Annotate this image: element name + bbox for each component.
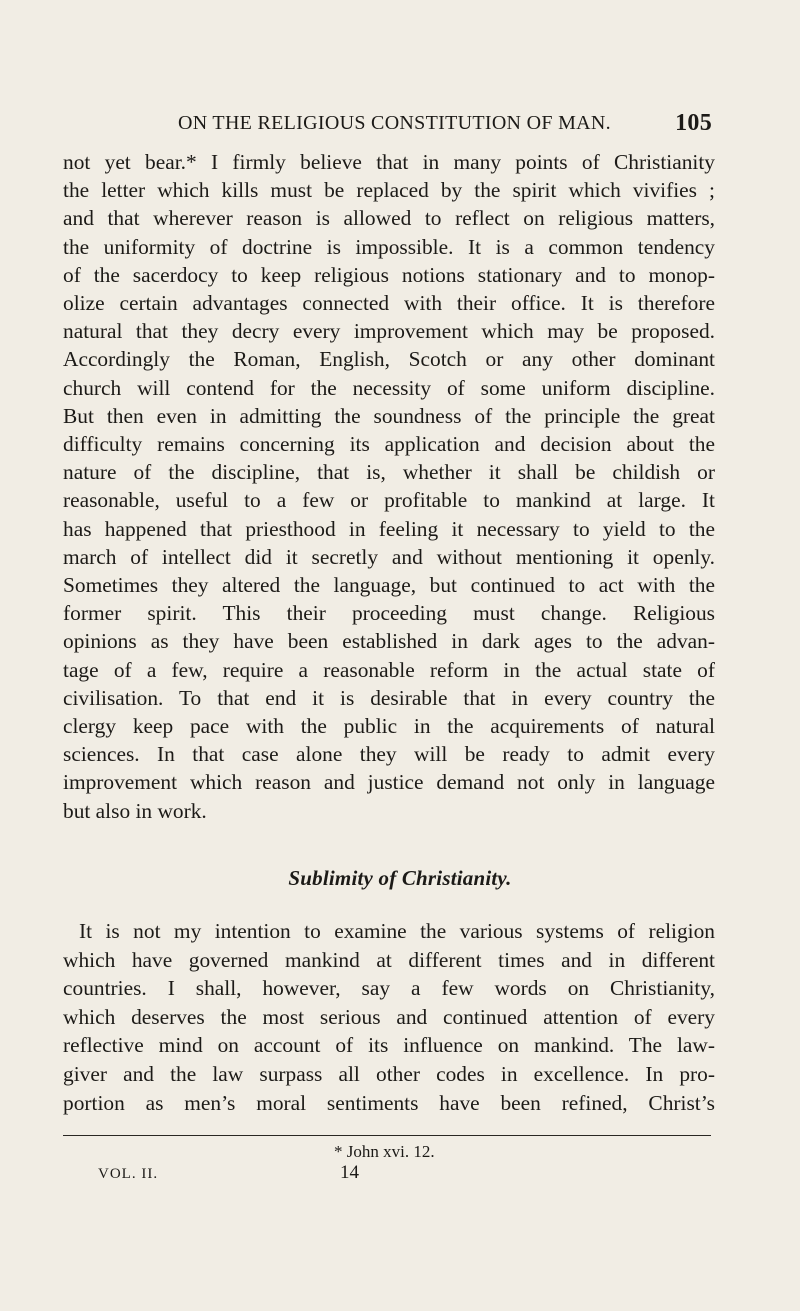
text-line: the letter which kills must be replaced by the spirit which vivifies ; — [63, 178, 715, 203]
text-line: improvement which reason and justice demand not only in language — [63, 770, 715, 795]
text-line: reasonable, useful to a few or profitable to mankind at large. It — [63, 488, 715, 513]
text-line: Sometimes they altered the language, but continued to act with the — [63, 573, 715, 598]
section-heading: Sublimity of Christianity. — [288, 866, 512, 890]
text-line: giver and the law surpass all other codes in excellence. In pro- — [63, 1061, 715, 1086]
signature-mark: 14 — [340, 1162, 359, 1183]
page-header — [178, 112, 712, 136]
text-line: which have governed mankind at different times and in different — [63, 947, 715, 972]
text-line: civilisation. To that end it is desirable that in every country the — [63, 685, 715, 710]
text-line: nature of the discipline, that is, whether it shall be childish or — [63, 460, 715, 485]
footnote-divider — [63, 1135, 711, 1136]
text-line: sciences. In that case alone they will be ready to admit every — [63, 742, 715, 767]
text-line: natural that they decry every improvement which may be proposed. — [63, 319, 715, 344]
text-line: countries. I shall, however, say a few words on Christianity, — [63, 976, 715, 1001]
text-line: march of intellect did it secretly and without mentioning it openly. — [63, 544, 715, 569]
text-line: portion as men’s moral sentiments have been refined, Christ’s — [63, 1090, 715, 1115]
page-number: 105 — [675, 110, 712, 136]
text-line: but also in work. — [63, 798, 207, 823]
text-line: and that wherever reason is allowed to reflect on religious matters, — [63, 206, 715, 231]
text-line: opinions as they have been established in dark ages to the advan- — [63, 629, 715, 654]
paragraph-1 — [63, 148, 715, 825]
footnote: * John xvi. 12. — [334, 1142, 435, 1161]
text-line: But then even in admitting the soundness of the principle the great — [63, 403, 715, 428]
text-line: the uniformity of doctrine is impossible. It is a common tendency — [63, 234, 715, 259]
text-line: Accordingly the Roman, English, Scotch or any other dominant — [63, 347, 715, 372]
text-line: not yet bear.* I firmly believe that in many points of Christianity — [63, 150, 715, 174]
text-line: which deserves the most serious and continued attention of every — [63, 1004, 715, 1029]
text-line: It is not my intention to examine the various systems of religion — [79, 919, 715, 943]
text-line: olize certain advantages connected with their office. It is therefore — [63, 291, 715, 316]
text-line: difficulty remains concerning its application and decision about the — [63, 432, 715, 457]
text-line: of the sacerdocy to keep religious notions stationary and to monop- — [63, 262, 715, 287]
text-line: former spirit. This their proceeding must change. Religious — [63, 601, 715, 626]
text-line: tage of a few, require a reasonable reform in the actual state of — [63, 657, 715, 682]
running-head: ON THE RELIGIOUS CONSTITUTION OF MAN. — [178, 112, 611, 134]
volume-label: VOL. II. — [98, 1166, 159, 1182]
text-line: has happened that priesthood in feeling it necessary to yield to the — [63, 516, 715, 541]
text-line: church will contend for the necessity of some uniform discipline. — [63, 375, 715, 400]
paragraph-2 — [63, 917, 715, 1117]
text-line: clergy keep pace with the public in the acquirements of natural — [63, 714, 715, 739]
text-line: reflective mind on account of its influence on mankind. The law- — [63, 1033, 715, 1058]
